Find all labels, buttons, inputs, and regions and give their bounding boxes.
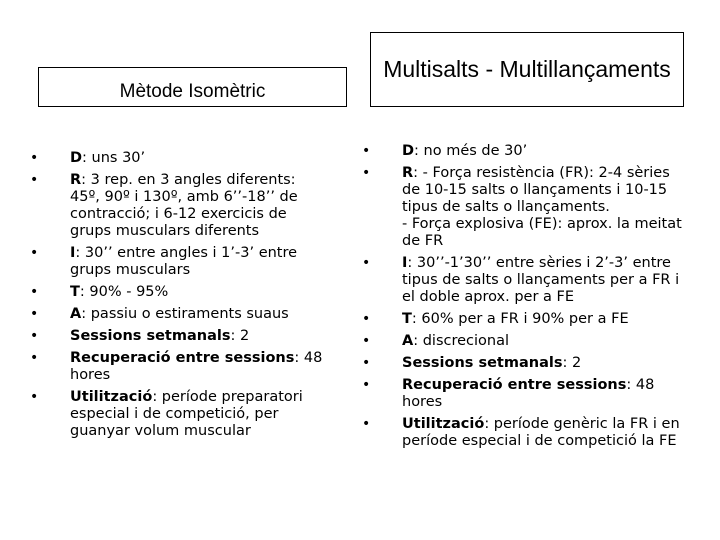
item-key: I (402, 255, 408, 271)
item-text: : - Força resistència (FR): 2-4 sèries de 10-15 salts o llançaments i 10-15 tipus de salts o llançaments. (402, 165, 670, 215)
item-key: Recuperació entre sessions (70, 350, 295, 366)
item-text: : passiu o estiraments suaus (81, 306, 289, 322)
item-key: Sessions setmanals (402, 355, 563, 371)
item-text: : 60% per a FR i 90% per a FE (411, 311, 629, 327)
item-text: : 30’’-1’30’’ entre sèries i 2’-3’ entre tipus de salts o llançaments per a FR i el doble aprox. per a FE (402, 255, 680, 305)
right-title-box (370, 32, 684, 107)
item-key: Utilització (70, 389, 153, 405)
item-text: : 2 (230, 328, 250, 344)
list-item (362, 377, 690, 411)
item-key: T (70, 284, 80, 300)
right-bullet-list (362, 143, 690, 455)
item-key: A (70, 306, 82, 322)
left-title-box (38, 67, 347, 107)
item-text: : 48 hores (70, 350, 323, 383)
list-item (362, 333, 690, 350)
list-item (362, 355, 690, 372)
list-item (30, 150, 330, 167)
list-item (30, 306, 330, 323)
item-key: D (70, 150, 83, 166)
item-text: : 30’’ entre angles i 1’-3’ entre grups musculars (70, 245, 298, 278)
left-bullet-list (30, 150, 330, 445)
item-key: Recuperació entre sessions (402, 377, 627, 393)
left-title: Mètode Isomètric (119, 81, 266, 102)
item-key: Utilització (402, 416, 485, 432)
item-key: R (70, 172, 82, 188)
list-item (30, 350, 330, 384)
list-item (362, 143, 690, 160)
item-text: : 48 hores (402, 377, 655, 410)
item-key: I (70, 245, 76, 261)
item-text: : període genèric la FR i en període especial i de competició la FE (402, 416, 680, 449)
list-item (362, 165, 690, 250)
item-subtext: - Força explosiva (FE): aprox. la meitat de FR (402, 216, 682, 249)
item-text: : 3 rep. en 3 angles diferents: 45º, 90º i 130º, amb 6’’-18’’ de contracció; i 6-12 exercicis de grups musculars diferents (70, 172, 298, 239)
list-item (30, 245, 330, 279)
item-key: Sessions setmanals (70, 328, 231, 344)
item-text: : 90% - 95% (79, 284, 169, 300)
list-item (30, 389, 330, 440)
item-key: D (402, 143, 415, 159)
item-text: : no més de 30’ (414, 143, 528, 159)
item-key: A (402, 333, 414, 349)
item-text: : discrecional (413, 333, 510, 349)
item-text: : 2 (562, 355, 582, 371)
list-item (30, 328, 330, 345)
list-item (362, 416, 690, 450)
item-key: R (402, 165, 414, 181)
list-item (362, 311, 690, 328)
item-text: : període preparatori especial i de competició, per guanyar volum muscular (70, 389, 303, 439)
item-key: T (402, 311, 412, 327)
list-item (30, 284, 330, 301)
right-title: Multisalts - Multillançaments (383, 56, 671, 82)
item-text: : uns 30’ (82, 150, 146, 166)
list-item (362, 255, 690, 306)
list-item (30, 172, 330, 240)
